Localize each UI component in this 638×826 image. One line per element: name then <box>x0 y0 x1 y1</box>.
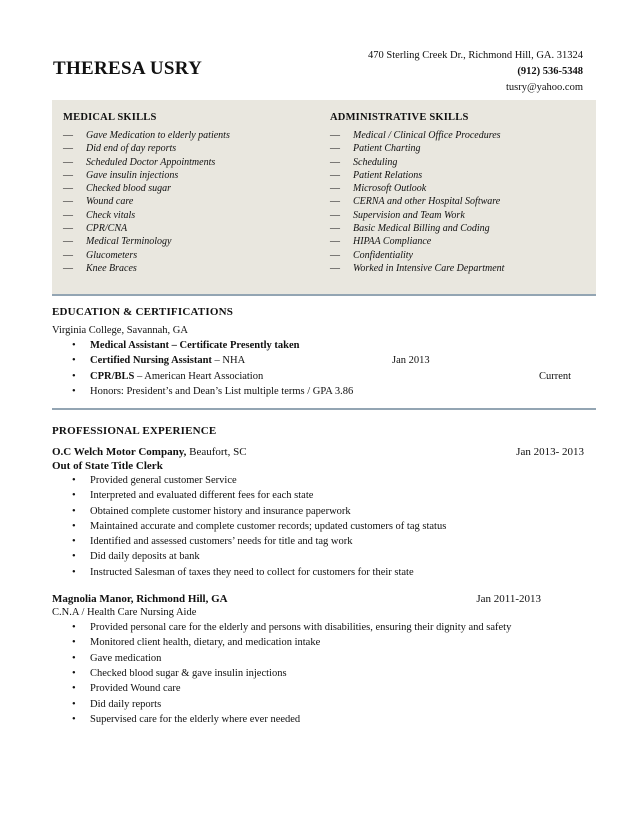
job-header <box>52 445 596 459</box>
education-item <box>52 338 596 353</box>
job-duty <box>52 635 596 650</box>
job-title: Out of State Title Clerk <box>52 460 163 472</box>
admin-skill-item <box>330 156 595 169</box>
dash-marker: — <box>63 262 73 274</box>
dash-marker: — <box>63 223 73 235</box>
education-item-date: Current <box>539 370 572 382</box>
admin-skill-item <box>330 195 595 208</box>
dash-marker: — <box>330 209 340 221</box>
contact-block <box>368 48 583 96</box>
experience-title: PROFESSIONAL EXPERIENCE <box>52 425 217 437</box>
bullet-marker: • <box>72 637 76 649</box>
admin-skill-item <box>330 209 595 222</box>
job-duty <box>52 651 596 666</box>
job-duty-text: Monitored client health, dietary, and medication intake <box>90 637 321 649</box>
job-dates: Jan 2013- 2013 <box>516 446 584 458</box>
bullet-marker: • <box>72 683 76 695</box>
job-duty-text: Identified and assessed customers’ needs for title and tag work <box>90 536 353 548</box>
job-duty <box>52 488 596 503</box>
job-duty-text: Provided general customer Service <box>90 475 237 486</box>
job-duty <box>52 565 596 580</box>
dash-marker: — <box>330 196 340 208</box>
dash-marker: — <box>63 209 73 221</box>
medical-skill-text: Knee Braces <box>86 262 137 274</box>
job-duties-list <box>52 620 596 727</box>
bullet-marker: • <box>72 622 76 634</box>
admin-skills-list <box>330 129 595 275</box>
job-duty <box>52 504 596 519</box>
medical-skills-list <box>63 129 323 275</box>
education-section <box>52 306 596 399</box>
candidate-name: THERESA USRY <box>53 58 203 79</box>
education-item-detail: – American Heart Association <box>134 370 264 382</box>
dash-marker: — <box>330 130 340 141</box>
admin-skill-item <box>330 222 595 235</box>
dash-marker: — <box>63 249 73 261</box>
dash-marker: — <box>330 249 340 261</box>
bullet-marker: • <box>72 713 76 725</box>
admin-skill-text: Patient Relations <box>353 169 423 181</box>
job-duty <box>52 473 596 488</box>
bullet-marker: • <box>72 698 76 710</box>
email: tusry@yahoo.com <box>505 82 583 93</box>
bullet-marker: • <box>72 370 76 382</box>
job-header <box>52 592 596 606</box>
medical-skills-title: MEDICAL SKILLS <box>63 112 157 123</box>
admin-skill-item <box>330 249 595 262</box>
education-item-date: Jan 2013 <box>392 355 430 367</box>
admin-skills-column <box>330 112 595 275</box>
medical-skill-item <box>63 169 323 182</box>
dash-marker: — <box>63 130 73 141</box>
medical-skill-text: Medical Terminology <box>86 236 172 248</box>
job-duty <box>52 681 596 696</box>
medical-skill-text: Did end of day reports <box>86 143 177 155</box>
job-duty <box>52 549 596 564</box>
bullet-marker: • <box>72 536 76 548</box>
dash-marker: — <box>63 236 73 248</box>
admin-skill-text: Patient Charting <box>353 143 421 155</box>
dash-marker: — <box>330 262 340 274</box>
medical-skill-item <box>63 142 323 155</box>
medical-skill-text: Gave Medication to elderly patients <box>86 130 230 141</box>
admin-skill-text: Medical / Clinical Office Procedures <box>353 130 501 141</box>
job-location: Beaufort, SC <box>186 446 247 458</box>
bullet-marker: • <box>72 520 76 532</box>
dash-marker: — <box>330 169 340 181</box>
admin-skill-item <box>330 169 595 182</box>
job-duty <box>52 697 596 712</box>
admin-skill-text: Scheduling <box>353 156 398 168</box>
education-item-detail: – NHA <box>211 355 246 367</box>
medical-skill-text: Wound care <box>86 196 134 208</box>
section-divider <box>52 408 596 410</box>
admin-skill-item <box>330 129 595 142</box>
dash-marker: — <box>63 143 73 155</box>
dash-marker: — <box>63 169 73 181</box>
medical-skill-text: CPR/CNA <box>86 223 128 235</box>
dash-marker: — <box>330 143 340 155</box>
medical-skill-item <box>63 156 323 169</box>
admin-skill-text: Confidentiality <box>353 249 413 261</box>
dash-marker: — <box>330 156 340 168</box>
education-item <box>52 353 596 368</box>
education-item-title: CPR/BLS <box>90 370 135 382</box>
job-duty-text: Interpreted and evaluated different fees for each state <box>90 490 314 502</box>
medical-skill-text: Gave insulin injections <box>86 169 179 181</box>
admin-skill-text: Supervision and Team Work <box>353 209 465 221</box>
dash-marker: — <box>63 196 73 208</box>
medical-skill-item <box>63 235 323 248</box>
education-item-title: Medical Assistant – Certificate Presently taken <box>90 340 300 351</box>
dash-marker: — <box>63 183 73 195</box>
job-duty <box>52 534 596 549</box>
jobs-container <box>52 445 596 727</box>
medical-skill-item <box>63 222 323 235</box>
bullet-marker: • <box>72 505 76 517</box>
admin-skill-item <box>330 235 595 248</box>
admin-skill-item <box>330 142 595 155</box>
education-item <box>52 369 596 384</box>
job-duty <box>52 519 596 534</box>
job-duty-text: Did daily deposits at bank <box>90 551 200 563</box>
admin-skill-text: HIPAA Compliance <box>353 236 432 248</box>
education-list <box>52 338 596 399</box>
job-title: C.N.A / Health Care Nursing Aide <box>52 607 197 619</box>
education-item-title: Certified Nursing Assistant <box>90 355 212 367</box>
job-duty-text: Provided Wound care <box>90 683 181 695</box>
education-item <box>52 384 596 399</box>
bullet-marker: • <box>72 566 76 578</box>
admin-skills-title: ADMINISTRATIVE SKILLS <box>330 112 469 123</box>
medical-skill-text: Checked blood sugar <box>86 183 171 195</box>
job-duty <box>52 620 596 635</box>
education-title: EDUCATION & CERTIFICATIONS <box>52 306 234 318</box>
job-duty-text: Obtained complete customer history and insurance paperwork <box>90 505 351 517</box>
address: 470 Sterling Creek Dr., Richmond Hill, GA. 31324 <box>368 50 583 61</box>
job-entry <box>52 592 596 727</box>
experience-section <box>52 425 596 727</box>
job-duty <box>52 666 596 681</box>
job-entry <box>52 445 596 580</box>
medical-skill-text: Glucometers <box>86 249 138 261</box>
education-item-detail: Honors: President’s and Dean’s List multiple terms / GPA 3.86 <box>90 385 354 397</box>
job-duty-text: Checked blood sugar & gave insulin injections <box>90 667 287 679</box>
job-duty-text: Maintained accurate and complete customer records; updated customers of tag status <box>90 520 447 532</box>
dash-marker: — <box>63 156 73 168</box>
admin-skill-item <box>330 182 595 195</box>
medical-skill-item <box>63 262 323 275</box>
bullet-marker: • <box>72 385 76 397</box>
medical-skill-item <box>63 195 323 208</box>
medical-skill-item <box>63 249 323 262</box>
bullet-marker: • <box>72 667 76 679</box>
dash-marker: — <box>330 183 340 195</box>
bullet-marker: • <box>72 551 76 563</box>
job-company: O.C Welch Motor Company, <box>52 446 187 458</box>
job-duties-list <box>52 473 596 580</box>
job-duty-text: Supervised care for the elderly where ever needed <box>90 713 301 725</box>
medical-skill-text: Scheduled Doctor Appointments <box>86 156 216 168</box>
medical-skill-text: Check vitals <box>86 209 136 221</box>
phone: (912) 536-5348 <box>517 66 583 77</box>
job-dates: Jan 2011-2013 <box>476 593 541 606</box>
job-duty-text: Instructed Salesman of taxes they need to collect for customers for their state <box>90 566 414 578</box>
job-duty-text: Provided personal care for the elderly and persons with disabilities, ensuring their dignity and safety <box>90 622 512 634</box>
job-duty <box>52 712 596 727</box>
bullet-marker: • <box>72 355 76 367</box>
medical-skill-item <box>63 182 323 195</box>
medical-skill-item <box>63 129 323 142</box>
bullet-marker: • <box>72 340 76 351</box>
job-duty-text: Gave medication <box>90 652 162 664</box>
job-company: Magnolia Manor, Richmond Hill, GA <box>52 593 228 606</box>
medical-skills-column <box>63 112 323 275</box>
admin-skill-text: Microsoft Outlook <box>353 183 427 195</box>
bullet-marker: • <box>72 652 76 664</box>
school-name: Virginia College, Savannah, GA <box>52 325 188 336</box>
dash-marker: — <box>330 236 340 248</box>
bullet-marker: • <box>72 475 76 486</box>
admin-skill-text: CERNA and other Hospital Software <box>353 196 501 208</box>
admin-skill-text: Basic Medical Billing and Coding <box>353 223 490 235</box>
dash-marker: — <box>330 223 340 235</box>
job-duty-text: Did daily reports <box>90 698 162 710</box>
admin-skill-text: Worked in Intensive Care Department <box>353 262 505 274</box>
medical-skill-item <box>63 209 323 222</box>
skills-box <box>52 100 596 296</box>
bullet-marker: • <box>72 490 76 502</box>
admin-skill-item <box>330 262 595 275</box>
